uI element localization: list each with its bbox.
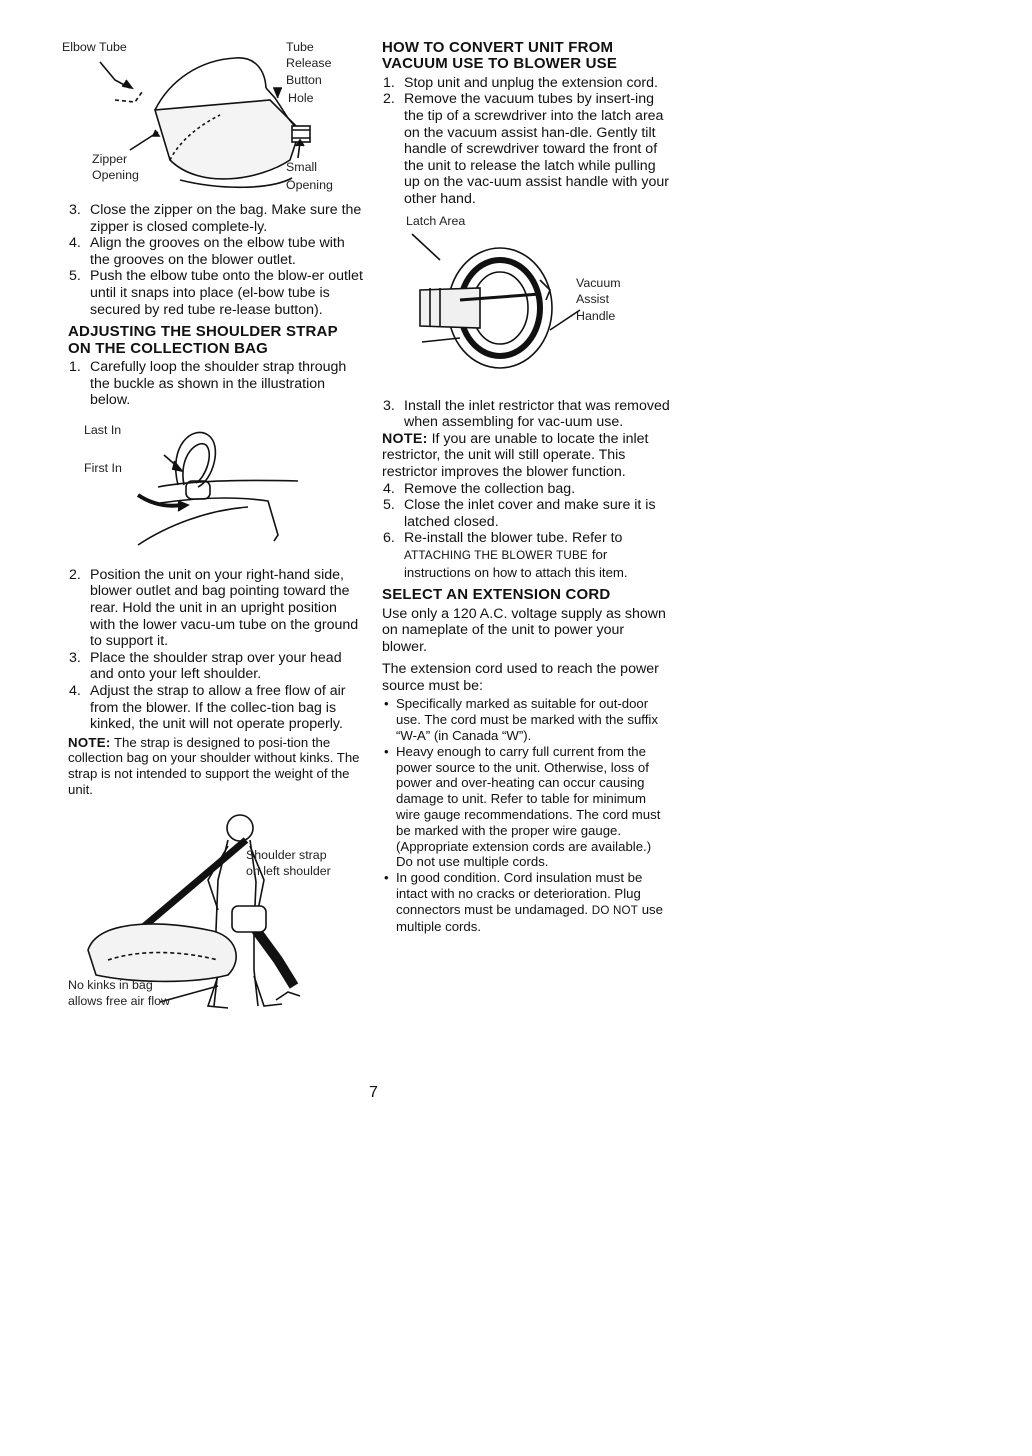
list-item: 2. Remove the vacuum tubes by insert-ing the tip of a screwdriver into the latch area on the vacuum assist han-dle. Gently tilt handle of screwdriver toward the front of the unit to release the latch while pulling up on the vac-uum assist handle with your other hand. (383, 91, 669, 207)
label-small-2: Opening (286, 178, 333, 192)
label-no-kinks: No kinks in bag (68, 977, 153, 992)
page-number: 7 (369, 1084, 378, 1101)
list-item: 1. Stop unit and unplug the extension cord. (383, 74, 658, 91)
list-item: 2. Position the unit on your right-hand side, blower outlet and bag pointing toward the rear. Hold the unit in an upright position with the lower vacu-um tube on the ground to support it. (69, 566, 359, 650)
bag-steps-list (68, 202, 364, 318)
list-item: 5. Push the elbow tube onto the blow-er outlet until it snaps into place (el-bow tube is secured by red tube re-lease button). (69, 268, 363, 318)
note-label: NOTE: (382, 430, 428, 447)
shoulder-strap-heading: ADJUSTING THE SHOULDER STRAP ON THE COLLECTION BAG (68, 323, 338, 357)
list-item: 3. Close the zipper on the bag. Make sure the zipper is closed complete-ly. (69, 202, 362, 235)
note-text: If you are unable to locate the inlet restrictor, the unit will still operate. This restrictor improves the blower function. (382, 430, 649, 480)
strap-steps-list (68, 567, 364, 733)
label-on-left-shoulder: on left shoulder (246, 863, 331, 878)
convert-steps-list (382, 75, 670, 208)
list-item: 3. Place the shoulder strap over your head and onto your left shoulder. (69, 649, 342, 683)
label-hole: Hole (288, 91, 314, 105)
extension-heading: SELECT AN EXTENSION CORD (382, 586, 611, 604)
label-handle: Handle (576, 308, 616, 323)
label-elbow-tube: Elbow Tube (62, 40, 127, 54)
convert-heading: HOW TO CONVERT UNIT FROM VACUUM USE TO BLOWER USE (382, 39, 618, 73)
label-zipper-2: Opening (92, 168, 139, 182)
list-item: • Specifically marked as suitable for out-door use. The cord must be marked with the suffix “W-A” (in Canada “W”). (384, 696, 658, 744)
convert-note (382, 431, 670, 481)
extension-lead: The extension cord used to reach the power source must be: (382, 661, 659, 694)
label-tube-release-2: Release (286, 56, 332, 70)
label-zipper-1: Zipper (92, 152, 128, 166)
list-item: 5. Close the inlet cover and make sure it is latched closed. (383, 497, 656, 530)
convert-step-3 (382, 398, 670, 431)
buckle-figure (84, 415, 364, 565)
person-figure (68, 810, 364, 1020)
latch-figure (400, 213, 670, 390)
label-last-in: Last In (84, 422, 122, 437)
list-item: 1. Carefully loop the shoulder strap through the buckle as shown in the illustration below. (69, 358, 347, 409)
list-item: 3. Install the inlet restrictor that was removed when assembling for vac-uum use. (383, 397, 670, 431)
list-item: 4. Remove the collection bag. (383, 480, 576, 497)
list-item: • Heavy enough to carry full current from the power source to the unit. Otherwise, loss of power and over-heating can occur causing damage to unit. Refer to table for minimum wire gauge recommendations. The cord must be marked with the proper wire gauge. (Appropriate extension cords are available.) Do not use multiple cords. (384, 743, 661, 870)
latch-illustration (400, 220, 660, 390)
convert-steps-b (382, 481, 670, 582)
label-tube-release-3: Button (286, 73, 322, 87)
label-first-in: First In (84, 460, 122, 475)
label-latch-area: Latch Area (406, 213, 466, 228)
collection-bag-figure (60, 40, 364, 198)
list-item: 4. Adjust the strap to allow a free flow of air from the blower. If the collec-tion bag is kinked, the unit will not operate properly. (69, 682, 346, 733)
list-item: • In good condition. Cord insulation must be intact with no cracks or deterioration. Plug connectors must be undamaged. DO NOT use multiple cords. (384, 870, 663, 934)
note-label: NOTE: (68, 734, 111, 750)
note-text: The strap is designed to posi-tion the collection bag on your shoulder without kinks. The strap is not intended to support the weight of the unit. (68, 734, 360, 798)
cross-reference: ATTACHING THE BLOWER TUBE (404, 548, 588, 562)
strap-note (68, 735, 364, 798)
label-small-1: Small (286, 160, 317, 174)
list-item: 4. Align the grooves on the elbow tube with the grooves on the blower outlet. (69, 235, 345, 268)
extension-intro: Use only a 120 A.C. voltage supply as shown on nameplate of the unit to power your blower. (382, 605, 666, 655)
label-assist: Assist (576, 291, 610, 306)
buckle-illustration (98, 415, 318, 565)
strap-step-1 (68, 359, 364, 409)
right-column (382, 40, 670, 934)
list-item: 6. Re-install the blower tube. Refer to ATTACHING THE BLOWER TUBE for instructions on how to attach this item. (383, 530, 628, 580)
label-tube-release-1: Tube (286, 40, 314, 54)
extension-bullets (382, 696, 670, 934)
label-shoulder-strap: Shoulder strap (246, 847, 327, 862)
left-column (62, 40, 364, 1020)
label-free-air: allows free air flow (68, 993, 170, 1008)
label-vacuum: Vacuum (576, 275, 621, 290)
